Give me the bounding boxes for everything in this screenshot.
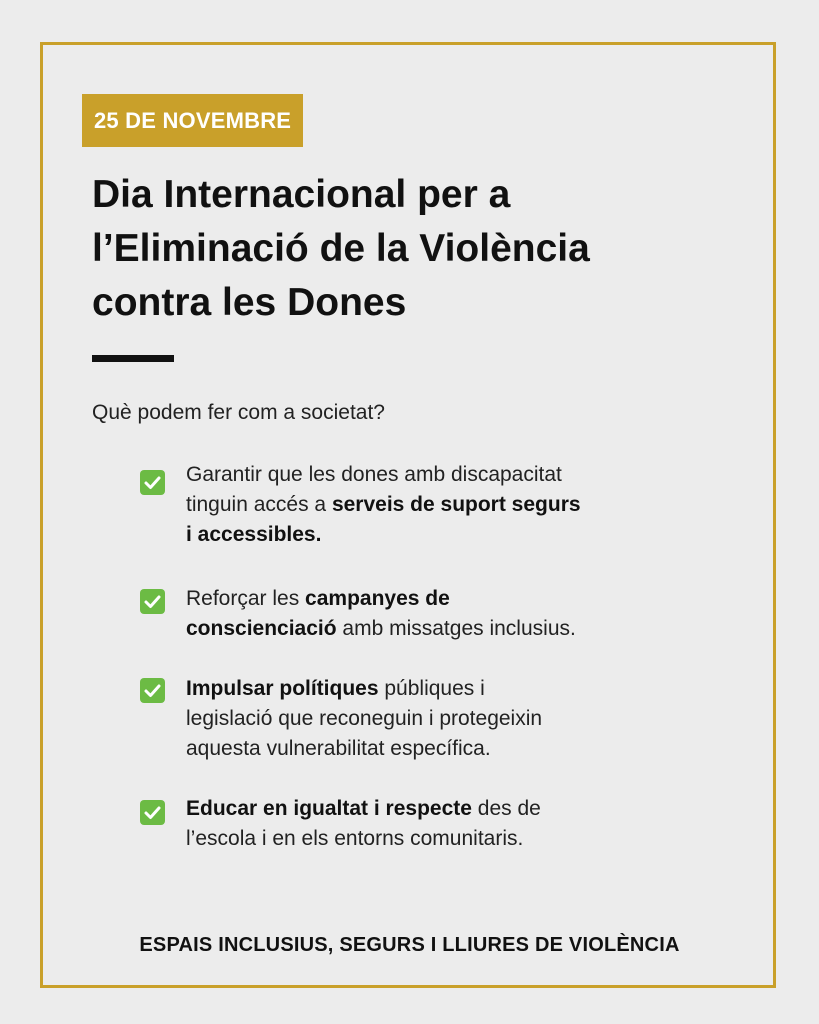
footer-slogan: ESPAIS INCLUSIUS, SEGURS I LLIURES DE VIOLÈNCIA bbox=[139, 934, 680, 956]
item-2-highlight-cont: conscienciació bbox=[186, 617, 337, 640]
list-item bbox=[186, 794, 726, 854]
list-item bbox=[186, 584, 726, 644]
title-line-3: contra les Dones bbox=[92, 281, 407, 324]
check-mark-icon bbox=[140, 470, 165, 495]
item-1-highlight: serveis de suport segurs bbox=[331, 493, 581, 516]
item-4-line-1: des de bbox=[471, 797, 541, 820]
check-mark-icon bbox=[140, 678, 165, 703]
page-title bbox=[92, 168, 772, 330]
item-2-line-1: Reforçar les bbox=[186, 587, 306, 610]
list-item bbox=[186, 460, 726, 550]
title-divider bbox=[92, 355, 174, 362]
title-line-1: Dia Internacional per a bbox=[92, 173, 511, 216]
check-mark-icon bbox=[140, 589, 165, 614]
check-mark-icon bbox=[140, 800, 165, 825]
item-4-highlight: Educar en igualtat i respecte bbox=[186, 797, 472, 820]
item-1-highlight-cont: i accessibles. bbox=[186, 523, 322, 546]
item-1-line-1: Garantir que les dones amb discapacitat bbox=[186, 463, 562, 486]
list-item bbox=[186, 674, 726, 764]
item-3-highlight: Impulsar polítiques bbox=[186, 677, 379, 700]
item-3-line-3: aquesta vulnerabilitat específica. bbox=[186, 737, 491, 760]
title-line-2: l’Eliminació de la Violència bbox=[92, 227, 590, 270]
item-4-line-2: l’escola i en els entorns comunitaris. bbox=[186, 827, 524, 850]
date-badge: 25 DE NOVEMBRE bbox=[82, 94, 303, 147]
question-text: Què podem fer com a societat? bbox=[92, 401, 385, 424]
item-1-line-2: tinguin accés a bbox=[186, 493, 332, 516]
item-3-line-2: legislació que reconeguin i protegeixin bbox=[186, 707, 543, 730]
item-3-line-1: públiques i bbox=[378, 677, 485, 700]
item-2-line-2: amb missatges inclusius. bbox=[336, 617, 576, 640]
item-2-highlight: campanyes de bbox=[305, 587, 450, 610]
